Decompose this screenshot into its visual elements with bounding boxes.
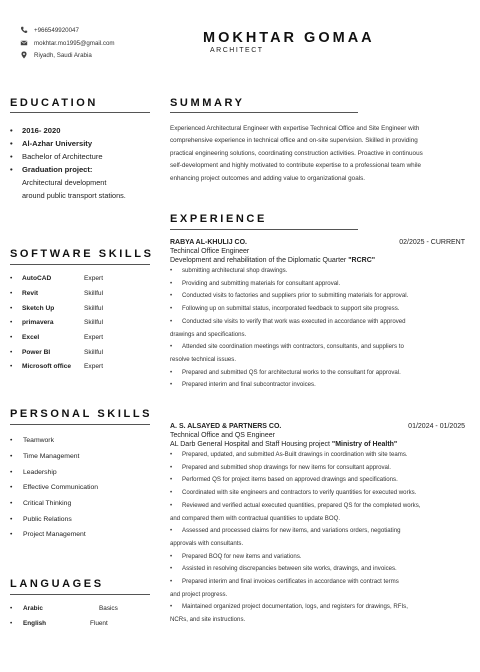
education-years: 2016- 2020 — [22, 126, 61, 135]
job-bullet: • Coordinated with site engineers and contractors to verify quantities for executed works. — [170, 489, 417, 497]
job-bullet-cont: NCRs, and site instructions. — [170, 616, 246, 624]
job-bullet-cont: drawings and specifications. — [170, 330, 247, 338]
job-bullet: • Conducted site visits to verify that work was executed in accordance with approved — [170, 317, 406, 325]
software-name: Sketch Up — [22, 305, 55, 312]
education-project-line1: Architectural development — [22, 178, 107, 187]
software-item: • Revit Skillful — [10, 290, 104, 297]
phone-icon — [20, 26, 28, 34]
location-text: Riyadh, Saudi Arabia — [34, 51, 92, 59]
education-project-line2: around public transport stations. — [22, 191, 126, 200]
software-level: Expert — [84, 334, 104, 341]
software-item: • Microsoft office Expert — [10, 363, 104, 370]
job-company: RABYA AL-KHULIJ CO. — [170, 239, 248, 246]
software-level: Skillful — [84, 305, 104, 312]
language-level: Fluent — [90, 620, 108, 627]
job-bullet-cont: approvals with consultants. — [170, 539, 244, 547]
software-level: Expert — [84, 275, 104, 282]
job-project: AL Darb General Hospital and Staff Housing project "Ministry of Health" — [170, 441, 398, 448]
education-degree: Bachelor of Architecture — [22, 152, 103, 161]
job-bullet-cont: and project progress. — [170, 590, 228, 598]
person-title: ARCHITECT — [210, 47, 264, 54]
job-bullet: • Attended site coordination meetings with contractors, consultants, and suppliers to — [170, 343, 404, 351]
software-level: Expert — [84, 363, 104, 370]
job-bullet: • Following up on submittal status, incorporated feedback to support site progress. — [170, 305, 400, 313]
job-bullet-cont: resolve technical issues. — [170, 355, 237, 363]
job-bullet: • Prepared and submitted shop drawings for new items for consultant approval. — [170, 463, 391, 471]
location-pin-icon — [20, 51, 28, 59]
personal-item: • Time Management — [10, 453, 80, 461]
software-rule — [10, 264, 150, 265]
job-bullet: • Prepared interim and final invoices certificates in accordance with contract terms — [170, 578, 399, 586]
software-item: • Sketch Up Skillful — [10, 305, 104, 312]
language-name: Arabic — [23, 605, 43, 612]
job-bullet: • submitting architectural shop drawings. — [170, 267, 288, 274]
personal-list — [10, 433, 98, 543]
job-dates: 01/2024 - 01/2025 — [408, 423, 465, 430]
language-item: • Arabic Basics — [10, 605, 118, 612]
job-bullet: • Reviewed and verified actual executed quantities, prepared QS for the completed works, — [170, 501, 421, 509]
job-bullet: • Prepared interim and final subcontractor invoices. — [170, 381, 316, 389]
languages-heading: LANGUAGES — [10, 578, 104, 590]
software-item: • Excel Expert — [10, 334, 104, 341]
education-project-label: Graduation project: — [22, 165, 93, 174]
job-bullet-cont: and compared them with contractual quantities to update BOQ. — [170, 514, 341, 522]
education-rule — [10, 112, 150, 113]
job-rabya — [170, 239, 465, 392]
education-heading: EDUCATION — [10, 97, 98, 109]
personal-item: • Critical Thinking — [10, 500, 72, 508]
experience-rule — [170, 229, 358, 230]
personal-rule — [10, 424, 150, 425]
person-name: MOKHTAR GOMAA — [203, 30, 375, 46]
personal-item: • Leadership — [10, 468, 57, 476]
software-name: Revit — [22, 290, 39, 297]
software-name: Power BI — [22, 349, 51, 356]
summary-heading: SUMMARY — [170, 97, 245, 109]
software-item: • AutoCAD Expert — [10, 275, 104, 282]
language-name: English — [23, 620, 47, 627]
phone-text: +966549920047 — [34, 26, 79, 34]
personal-item: • Public Relations — [10, 515, 72, 523]
language-level: Basics — [99, 605, 118, 612]
personal-item: • Effective Communication — [10, 484, 99, 492]
personal-item: • Project Management — [10, 531, 86, 539]
job-project: Development and rehabilitation of the Diplomatic Quarter "RCRC" — [170, 257, 376, 264]
language-item: • English Fluent — [10, 620, 108, 627]
job-bullet: • Prepared BOQ for new items and variations. — [170, 552, 302, 560]
email-text: mokhtar.mo1995@gmail.com — [34, 39, 115, 47]
contact-email — [20, 39, 115, 47]
software-name: Microsoft office — [22, 363, 72, 370]
software-level: Skillful — [84, 290, 104, 297]
software-item: • primavera Skillful — [10, 319, 104, 326]
job-bullet: • Maintained organized project documentation, logs, and registers for drawings, RFIs, — [170, 603, 408, 611]
email-icon — [20, 39, 28, 47]
job-bullet: • Conducted visits to factories and suppliers prior to submitting materials for approval. — [170, 292, 409, 300]
job-role: Technical Office and QS Engineer — [170, 432, 275, 439]
software-heading: SOFTWARE SKILLS — [10, 248, 154, 260]
job-bullet: • Assisted in resolving discrepancies between site works, drawings, and invoices. — [170, 565, 397, 573]
job-bullet: • Assessed and processed claims for new items, and variations orders, negotiating — [170, 527, 401, 535]
job-company: A. S. ALSAYED & PARTNERS CO. — [170, 423, 282, 430]
software-level: Skillful — [84, 349, 104, 356]
personal-item: • Teamwork — [10, 437, 54, 445]
education-section: • 2016- 2020 • Al-Azhar University • Bachelor of Architecture • Graduation project: Architectural development around public transport stations. — [10, 124, 160, 202]
personal-heading: PERSONAL SKILLS — [10, 408, 153, 420]
contact-phone — [20, 26, 79, 34]
summary-rule — [170, 112, 358, 113]
job-dates: 02/2025 - CURRENT — [399, 239, 465, 246]
job-bullet: • Prepared, updated, and submitted As-Built drawings in coordination with site teams. — [170, 451, 408, 458]
summary-text: Experienced Architectural Engineer with expertise Technical Office and Site Engineer with comprehensive experience in technical office and on-site supervision. Skilled in providing practical engineering solutions, coordinating construction activities. Proactive in continuous self-development and highly motivated to contribute expertise to a professional team while enhancing project outcomes and adding value to organizational goals. — [170, 125, 423, 182]
job-bullet: • Prepared and submitted QS for architectural works to the consultant for approval. — [170, 368, 401, 376]
software-name: Excel — [22, 334, 40, 341]
job-role: Techincal Office Engineer — [170, 248, 250, 255]
contact-location — [20, 51, 92, 59]
job-bullet: • Providing and submitting materials for consultant approval. — [170, 279, 341, 287]
education-university: Al-Azhar University — [22, 139, 93, 148]
software-name: AutoCAD — [22, 275, 52, 282]
job-alsayed — [170, 423, 465, 627]
software-item: • Power BI Skillful — [10, 349, 104, 356]
software-level: Skillful — [84, 319, 104, 326]
software-name: primavera — [22, 319, 54, 326]
languages-rule — [10, 594, 150, 595]
experience-heading: EXPERIENCE — [170, 213, 267, 225]
job-bullet: • Performed QS for project items based on approved drawings and specifications. — [170, 476, 398, 484]
